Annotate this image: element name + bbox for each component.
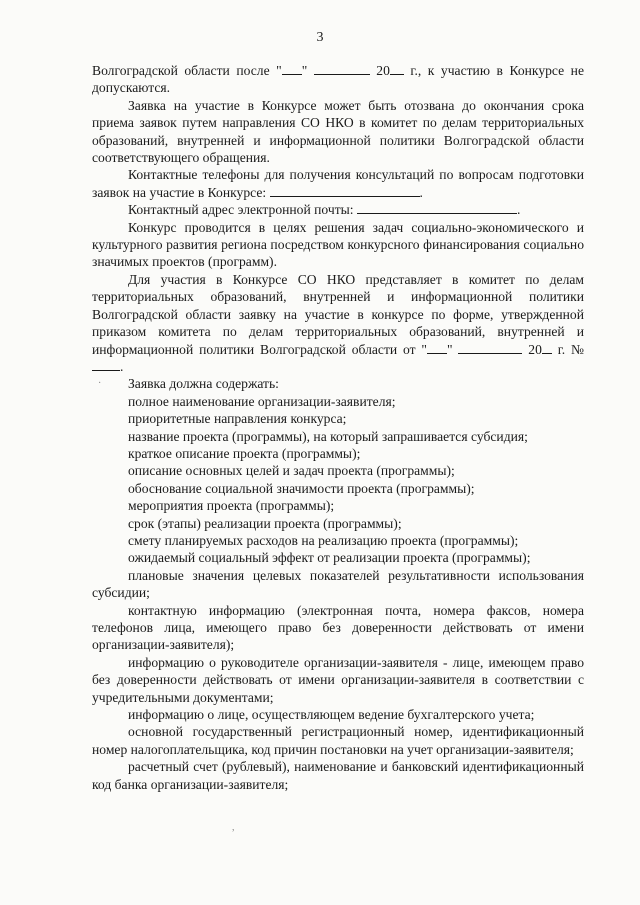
list-item: обоснование социальной значимости проекта (программы); [128,480,475,496]
blank-line [458,341,522,354]
list-item: Заявка должна содержать: [128,376,279,392]
blank-line [427,341,447,354]
text-span: Волгоградской области после " [92,63,282,78]
list-item: контактную информацию (электронная почта, номера факсов, номера телефонов лица, имеющего право без доверенности действовать от имени организации-заявителя); [92,602,584,653]
paragraph-purpose: Конкурс проводится в целях решения задач социально-экономического и культурного развития региона посредством конкурсного финансирования социально значимых проектов (программ). [92,219,584,270]
list-item: ожидаемый социальный эффект от реализации проекта (программы); [128,550,531,566]
text-span: Для участия в Конкурсе СО НКО представляет в комитет по делам территориальных образований, внутренней и информационной политики Волгоградской области заявку на участие в конкурсе по форме, утвержденной приказом комитета по делам территориальных образований, внутренней и информационной политики Волгоградской области от " [92,271,584,357]
text-span: 20 [369,63,390,78]
text-span: . [120,358,124,374]
document-body [92,62,584,793]
text-span: г. № [551,341,585,357]
text-span: " [447,341,459,357]
text-span: . [419,184,423,200]
text-span: Контактные телефоны для получения консультаций по вопросам подготовки заявок на участие в Конкурсе: [92,167,584,200]
list-item: информацию о лице, осуществляющем ведение бухгалтерского учета; [128,707,535,723]
list-item: информацию о руководителе организации-заявителя - лице, имеющем право без доверенности действовать от имени организации-заявителя в соответствии с учредительными документами; [92,654,584,705]
scan-speck: · [98,378,102,389]
blank-line [270,184,420,197]
blank-line [282,62,302,75]
paragraph-participation [92,271,584,375]
blank-line [92,358,120,371]
list-item: мероприятия проекта (программы); [128,498,335,514]
list-item: смету планируемых расходов на реализацию проекта (программы); [128,532,519,548]
scan-speck: , [232,822,235,833]
text-span: 20 [522,341,542,357]
list-item: полное наименование организации-заявителя; [128,393,396,409]
list-item: краткое описание проекта (программы); [128,445,361,461]
text-span: . [516,202,521,218]
page-number: 3 [316,30,324,45]
list-item: описание основных целей и задач проекта (программы); [128,463,455,479]
text-span: Контактный адрес электронной почты: [128,202,357,218]
blank-line [390,62,404,75]
text-span: " [301,63,314,78]
list-item: расчетный счет (рублевый), наименование и банковский идентификационный код банка организации-заявителя; [92,759,584,792]
list-item: основной государственный регистрационный номер, идентификационный номер налогоплательщика, код причин постановки на учет организации-заявителя; [92,724,584,757]
paragraph-withdrawal: Заявка на участие в Конкурсе может быть отозвана до окончания срока приема заявок путем направления СО НКО в комитет по делам территориальных образований, внутренней и информационной политики Волгоградской области соответствующего обращения. [92,97,584,166]
list-item: название проекта (программы), на который запрашивается субсидия; [128,428,528,444]
paragraph-deadline [92,62,584,97]
list-item: срок (этапы) реализации проекта (программы); [128,515,402,531]
paragraph-email [92,201,584,218]
blank-line [314,62,370,75]
list-item: плановые значения целевых показателей результативности использования субсидии; [92,567,584,601]
text-span: г., к участию в Конкурсе не допускаются. [92,63,584,96]
blank-line [357,201,517,214]
paragraph-phones [92,166,584,201]
list-item: приоритетные направления конкурса; [128,411,347,427]
blank-line [542,341,552,354]
